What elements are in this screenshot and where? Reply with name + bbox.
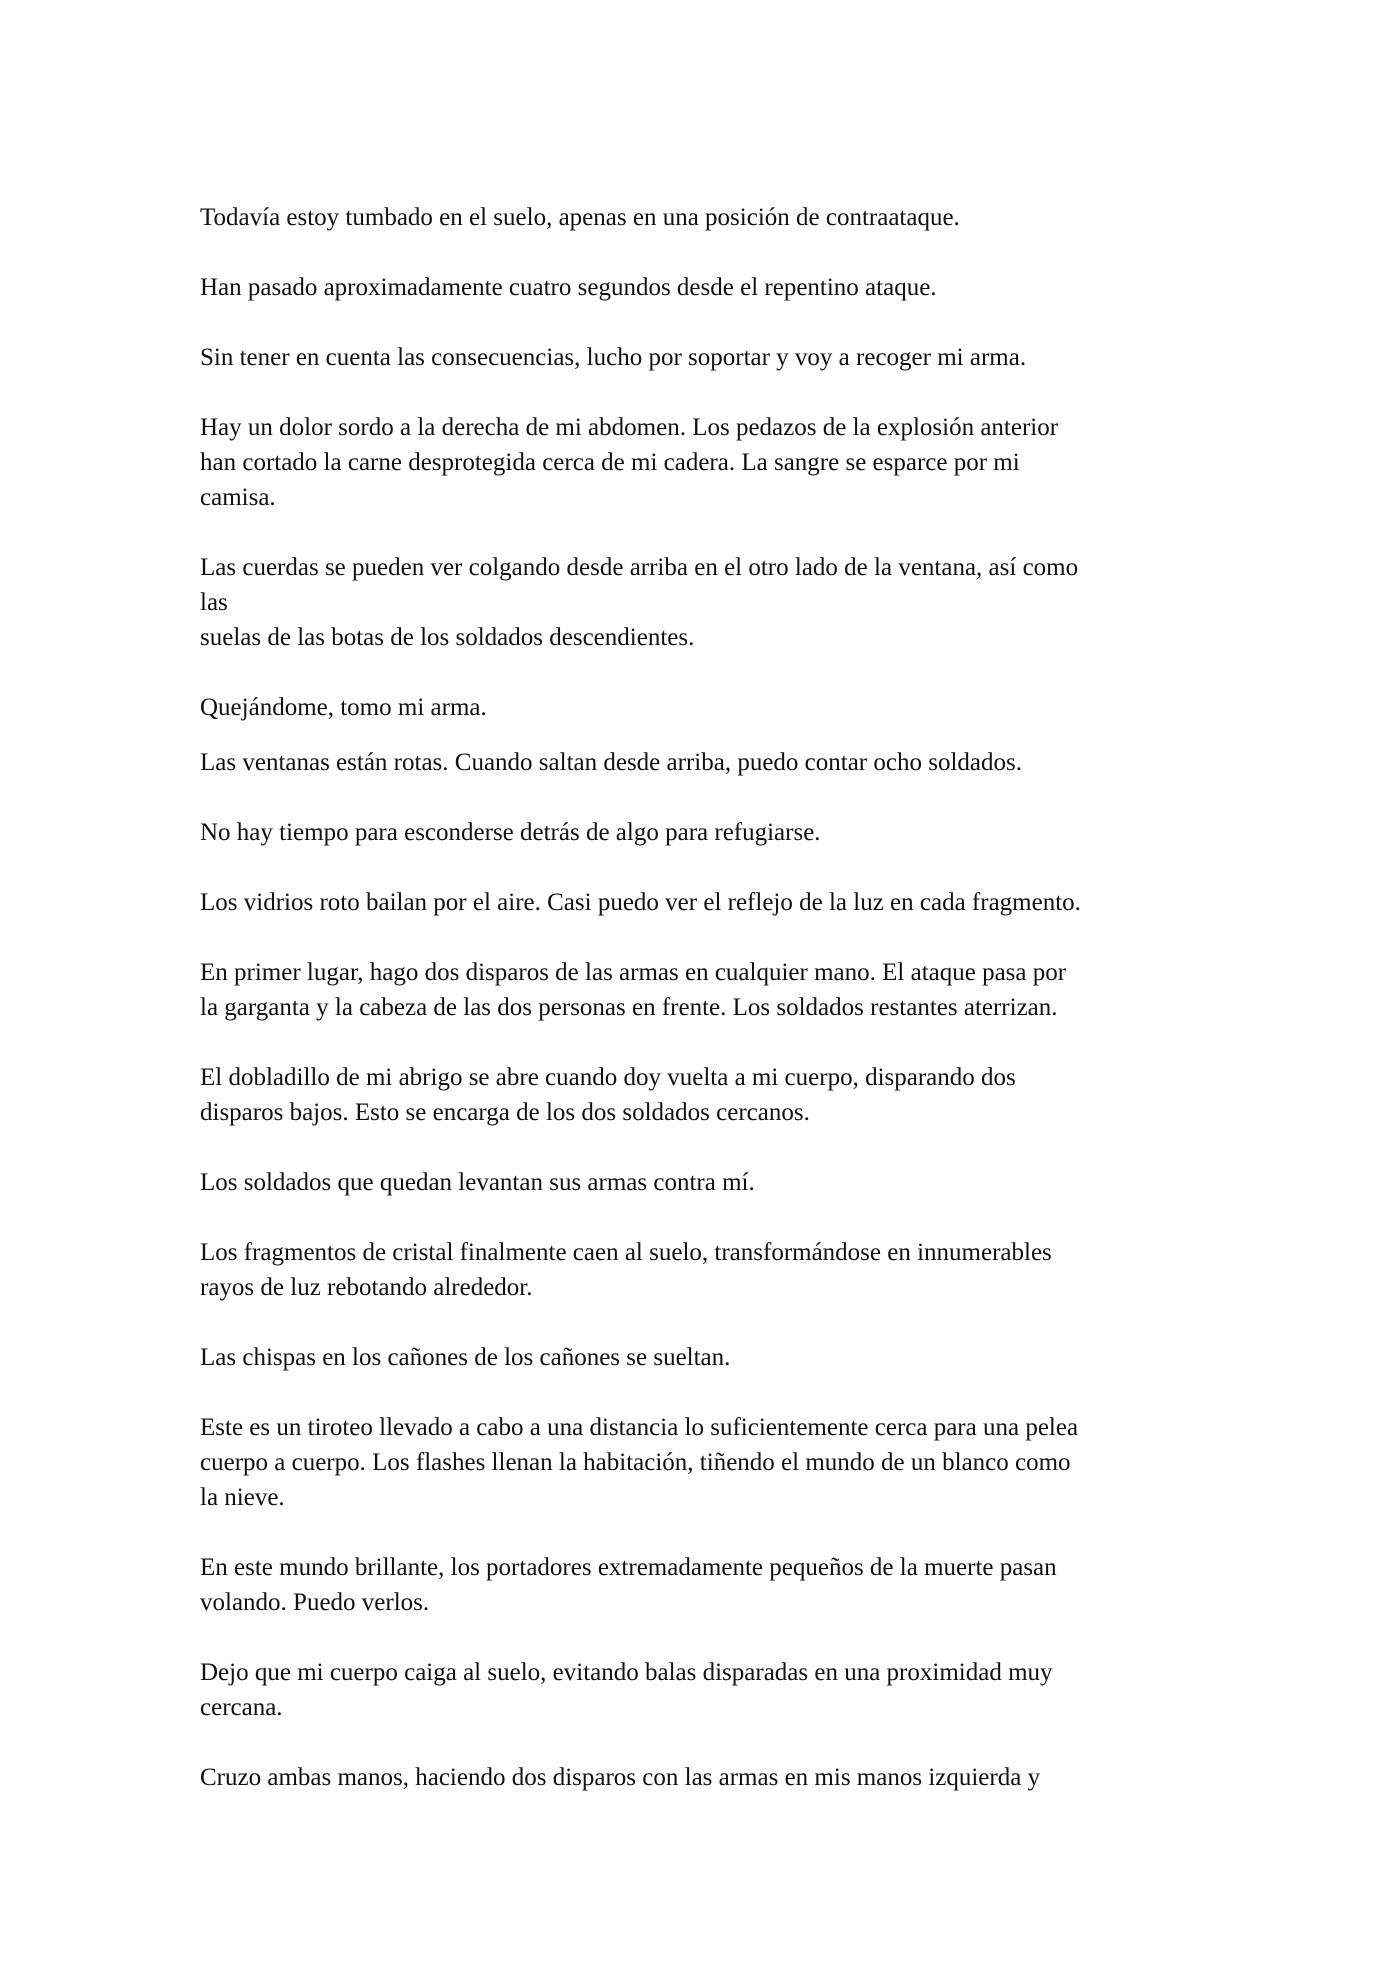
text-line: Han pasado aproximadamente cuatro segundos desde el repentino ataque. — [200, 274, 937, 301]
text-line: volando. Puedo verlos. — [200, 1589, 430, 1616]
paragraph — [200, 815, 1210, 850]
paragraph — [200, 1235, 1210, 1305]
text-line: han cortado la carne desprotegida cerca de mi cadera. La sangre se esparce por mi — [200, 449, 1020, 476]
text-line: Este es un tiroteo llevado a cabo a una distancia lo suficientemente cerca para una pelea — [200, 1414, 1079, 1441]
text-line: Dejo que mi cuerpo caiga al suelo, evitando balas disparadas en una proximidad muy — [200, 1659, 1053, 1686]
text-line: las — [200, 589, 228, 616]
paragraph — [200, 955, 1210, 1025]
paragraph — [200, 1165, 1210, 1200]
paragraph — [200, 885, 1210, 920]
text-line: No hay tiempo para esconderse detrás de algo para refugiarse. — [200, 819, 821, 846]
paragraph — [200, 690, 1210, 725]
text-line: Las cuerdas se pueden ver colgando desde arriba en el otro lado de la ventana, así como — [200, 554, 1079, 581]
text-line: suelas de las botas de los soldados descendientes. — [200, 624, 695, 651]
text-line: En primer lugar, hago dos disparos de las armas en cualquier mano. El ataque pasa por — [200, 959, 1067, 986]
text-line: Hay un dolor sordo a la derecha de mi abdomen. Los pedazos de la explosión anterior — [200, 414, 1059, 441]
paragraph — [200, 1550, 1210, 1620]
paragraph — [200, 1410, 1210, 1515]
text-line: rayos de luz rebotando alrededor. — [200, 1274, 533, 1301]
text-line: la nieve. — [200, 1484, 285, 1511]
text-line: disparos bajos. Esto se encarga de los dos soldados cercanos. — [200, 1099, 810, 1126]
text-line: El dobladillo de mi abrigo se abre cuando doy vuelta a mi cuerpo, disparando dos — [200, 1064, 1016, 1091]
text-line: Quejándome, tomo mi arma. — [200, 694, 487, 721]
text-line: la garganta y la cabeza de las dos personas en frente. Los soldados restantes aterrizan. — [200, 994, 1058, 1021]
text-line: Cruzo ambas manos, haciendo dos disparos con las armas en mis manos izquierda y — [200, 1764, 1041, 1791]
text-line: En este mundo brillante, los portadores extremadamente pequeños de la muerte pasan — [200, 1554, 1057, 1581]
paragraph — [200, 410, 1210, 515]
paragraph — [200, 1655, 1210, 1725]
paragraph — [200, 1340, 1210, 1375]
text-line: Los soldados que quedan levantan sus armas contra mí. — [200, 1169, 755, 1196]
paragraph — [200, 1060, 1210, 1130]
text-line: camisa. — [200, 484, 276, 511]
text-line: cercana. — [200, 1694, 283, 1721]
paragraph — [200, 340, 1210, 375]
paragraph — [200, 745, 1210, 780]
paragraph — [200, 200, 1210, 235]
text-line: cuerpo a cuerpo. Los flashes llenan la habitación, tiñendo el mundo de un blanco como — [200, 1449, 1071, 1476]
paragraph — [200, 1760, 1210, 1795]
text-line: Las ventanas están rotas. Cuando saltan desde arriba, puedo contar ocho soldados. — [200, 749, 1022, 776]
document-body — [200, 200, 1210, 1830]
paragraph — [200, 270, 1210, 305]
text-line: Las chispas en los cañones de los cañones se sueltan. — [200, 1344, 731, 1371]
text-line: Sin tener en cuenta las consecuencias, lucho por soportar y voy a recoger mi arma. — [200, 344, 1027, 371]
paragraph — [200, 550, 1210, 655]
text-line: Todavía estoy tumbado en el suelo, apenas en una posición de contraataque. — [200, 204, 960, 231]
text-line: Los fragmentos de cristal finalmente caen al suelo, transformándose en innumerables — [200, 1239, 1052, 1266]
text-line: Los vidrios roto bailan por el aire. Casi puedo ver el reflejo de la luz en cada fragmento. — [200, 889, 1081, 916]
